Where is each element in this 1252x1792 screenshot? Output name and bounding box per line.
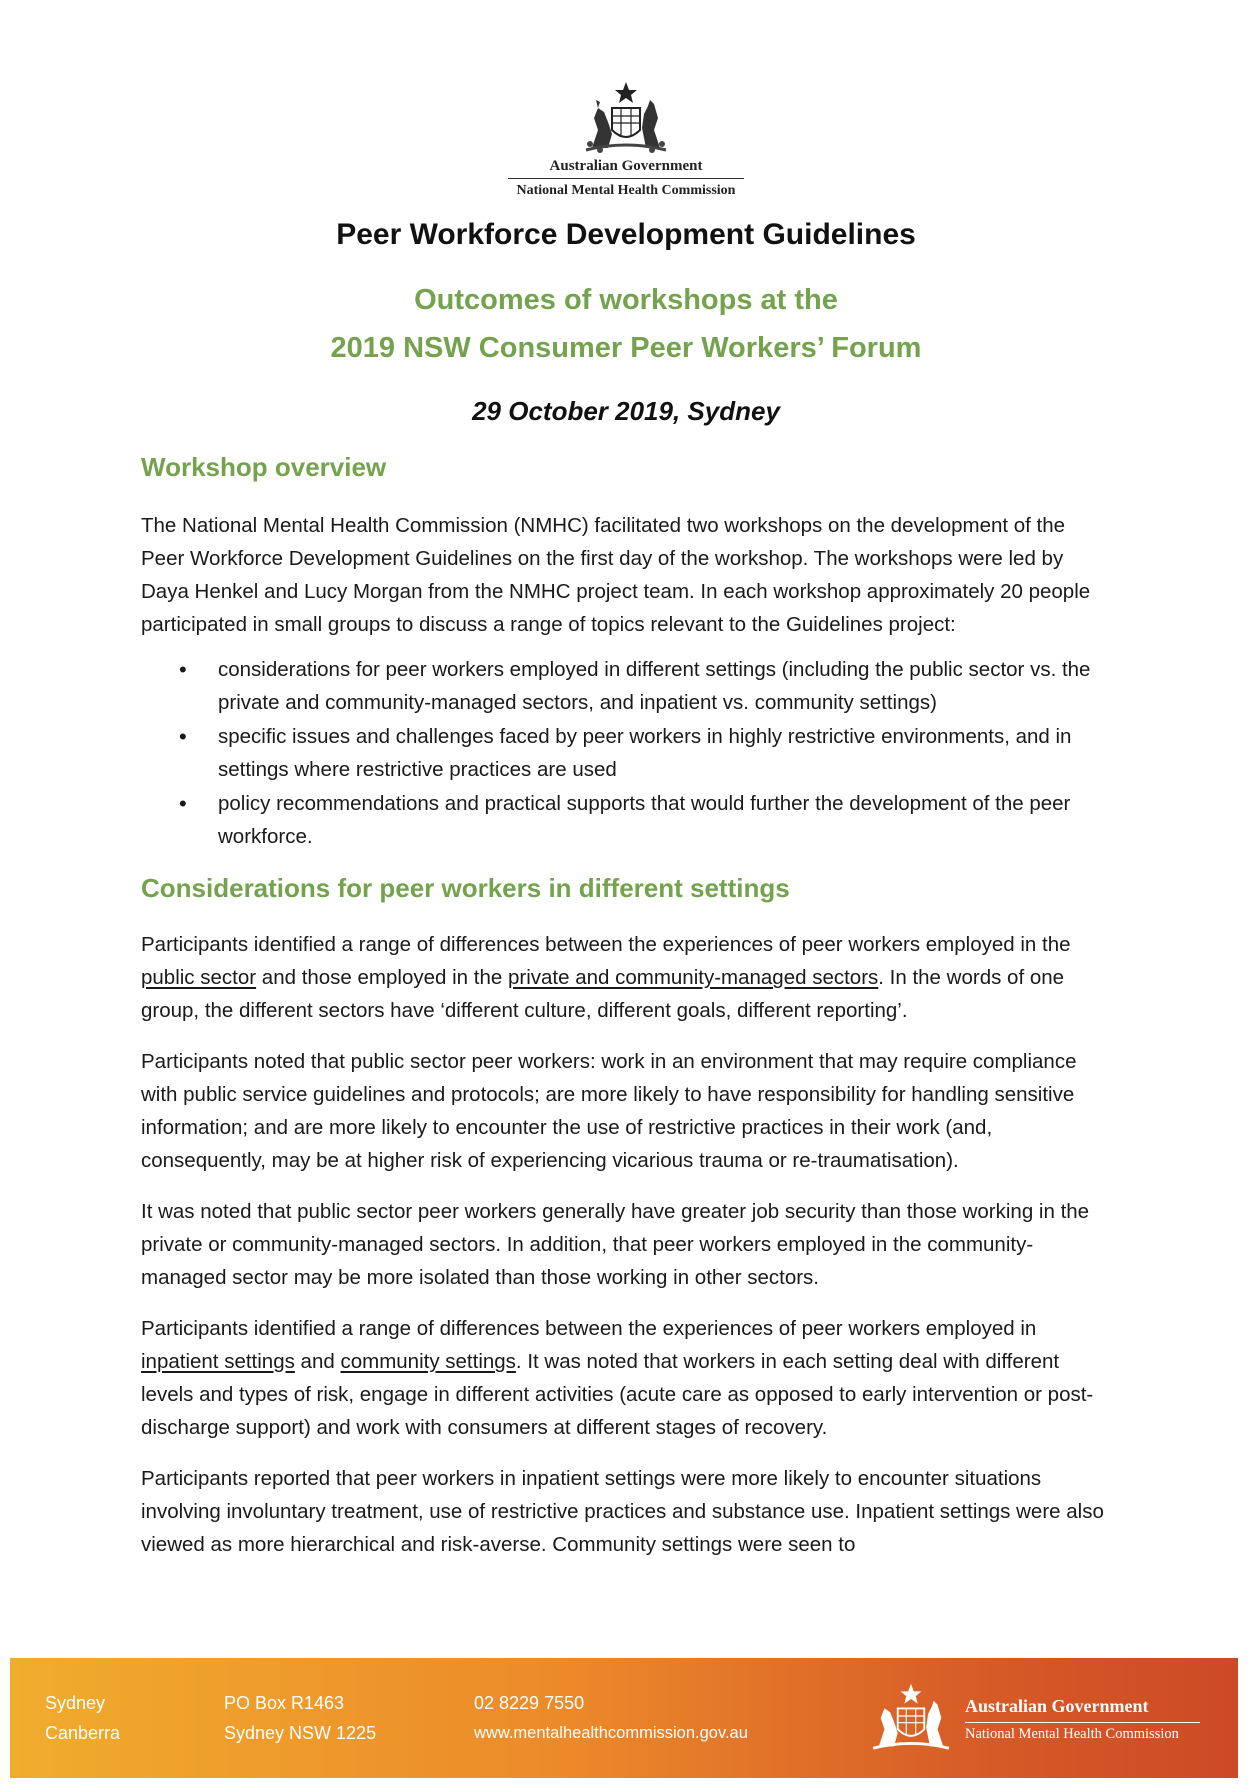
paragraph: It was noted that public sector peer workers generally have greater job security than those working in the private or community-managed sectors. In addition, that peer workers employed in the community-managed sector may be more isolated than those working in other sectors.	[141, 1200, 1090, 1289]
list-item: • policy recommendations and practical supports that would further the development of the peer workforce.	[141, 787, 1111, 853]
footer-contact	[474, 1688, 748, 1748]
underlined-term: private and community-managed sectors	[507, 966, 879, 989]
topics-list	[141, 653, 1111, 853]
document-body	[141, 452, 1111, 1561]
section-heading-considerations: Considerations for peer workers in different settings	[141, 873, 790, 903]
paragraph: Participants identified a range of differences between the experiences of peer workers employed in inpatient settings and community settings. It was noted that workers in each setting deal with different levels and types of risk, engage in different activities (acute care as opposed to early intervention or post-discharge support) and work with consumers at different stages of recovery.	[141, 1317, 1094, 1439]
bullet-icon: •	[179, 657, 187, 682]
underlined-term: community settings	[340, 1350, 516, 1373]
website-link[interactable]: www.mentalhealthcommission.gov.au	[474, 1724, 748, 1742]
bullet-icon: •	[179, 724, 187, 749]
footer-postal-address	[224, 1688, 376, 1748]
overview-intro: The National Mental Health Commission (NMHC) facilitated two workshops on the development of the Peer Workforce Development Guidelines on the first day of the workshop. The workshops were led by Daya Henkel and Lucy Morgan from the NMHC project team. In each workshop approximately 20 people participated in small groups to discuss a range of topics relevant to the Guidelines project:	[141, 514, 1091, 636]
footer-city: Sydney	[45, 1693, 106, 1713]
footer-government-logo	[865, 1680, 1195, 1756]
government-name: Australian Government	[549, 158, 703, 174]
footer-city: Canberra	[45, 1723, 121, 1743]
coat-of-arms-icon	[865, 1680, 957, 1752]
subtitle-line-1: Outcomes of workshops at the	[414, 284, 838, 316]
paragraph: Participants identified a range of differences between the experiences of peer workers employed in the public sector and those employed in the private and community-managed sectors. In the words of one group, the different sectors have ‘different culture, different goals, different reporting’.	[141, 933, 1071, 1022]
subtitle-line-2: 2019 NSW Consumer Peer Workers’ Forum	[330, 332, 922, 364]
underlined-term: public sector	[141, 966, 257, 989]
footer-offices	[45, 1688, 120, 1748]
document-title: Peer Workforce Development Guidelines	[336, 218, 916, 251]
footer-logo-divider	[965, 1722, 1200, 1723]
government-logo	[0, 78, 1252, 199]
footer-band	[10, 1658, 1238, 1778]
bullet-icon: •	[179, 791, 187, 816]
section-heading-overview: Workshop overview	[141, 452, 387, 482]
paragraph: Participants noted that public sector peer workers: work in an environment that may require compliance with public service guidelines and protocols; are more likely to have responsibility for handling sensitive information; and are more likely to encounter the use of restrictive practices in their work (and, consequently, may be at higher risk of experiencing vicarious trauma or re-traumatisation).	[141, 1050, 1077, 1172]
event-date: 29 October 2019, Sydney	[472, 396, 780, 426]
list-item: • specific issues and challenges faced by peer workers in highly restrictive environments, and in settings where restrictive practices are used	[141, 720, 1111, 786]
po-city: Sydney NSW 1225	[224, 1723, 377, 1743]
logo-divider	[508, 178, 744, 179]
underlined-term: inpatient settings	[141, 1350, 295, 1373]
footer-government-name: Australian Government	[965, 1696, 1149, 1716]
footer-agency-name: National Mental Health Commission	[965, 1726, 1179, 1742]
coat-of-arms-icon	[578, 78, 674, 154]
phone-number: 02 8229 7550	[474, 1693, 585, 1713]
po-box: PO Box R1463	[224, 1693, 345, 1713]
paragraph: Participants reported that peer workers in inpatient settings were more likely to encounter situations involving involuntary treatment, use of restrictive practices and substance use. Inpatient settings were also viewed as more hierarchical and risk-averse. Community settings were seen to	[141, 1467, 1104, 1556]
list-item: • considerations for peer workers employed in different settings (including the public sector vs. the private and community-managed sectors, and inpatient vs. community settings)	[141, 653, 1111, 719]
agency-name: National Mental Health Commission	[516, 183, 736, 198]
